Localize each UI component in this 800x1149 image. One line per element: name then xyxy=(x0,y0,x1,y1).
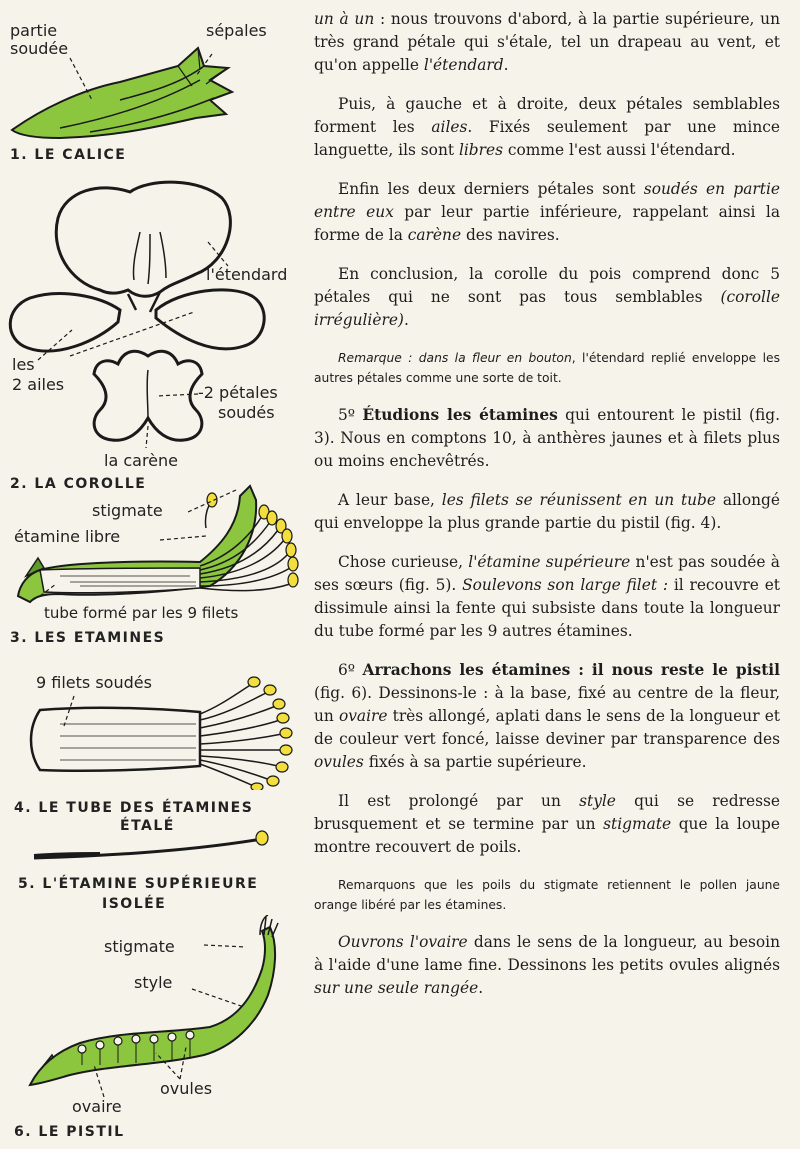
text-span: dans le sens de la longueur, au besoin à l'aide d'une lame fine. Dessinons les petits ovules alignés xyxy=(314,933,780,974)
label-2-ailes: 2 ailes xyxy=(12,375,65,394)
text-span: Remarquons que les poils du stigmate retiennent le pollen jaune orange libéré par les étamines. xyxy=(314,878,780,912)
text-span: En conclusion, la corolle du pois comprend donc 5 pétales qui ne sont pas tous semblables xyxy=(314,265,780,306)
paragraph-style xyxy=(314,790,780,859)
text-span: Enfin les deux derniers pétales sont xyxy=(338,180,644,198)
caption-fig1: 1. LE CALICE xyxy=(10,147,127,163)
caption-fig3: 3. LES ETAMINES xyxy=(10,630,166,646)
em-style: style xyxy=(579,792,616,810)
figures-column xyxy=(0,0,310,1149)
em-filets: les filets se réunissent en un tube xyxy=(441,491,717,509)
em-un-a-un: un à un xyxy=(314,10,375,28)
label-carene: la carène xyxy=(104,451,178,470)
label-style: style xyxy=(134,973,173,992)
label-les: les xyxy=(12,355,35,374)
em-carene: carène xyxy=(407,226,462,244)
paragraph-ailes xyxy=(314,93,780,162)
text-span: . xyxy=(503,56,509,74)
upper-stamen-illustration xyxy=(0,826,310,866)
caption-fig4-line1: 4. LE TUBE DES ÉTAMINES xyxy=(14,800,254,816)
text-span: , l'étendard replié enveloppe les autres pétales comme une sorte de toit. xyxy=(314,351,780,385)
text-span: (fig. 6). Dessinons-le : à la base, fixé au centre de la fleur, un xyxy=(314,684,780,725)
paragraph-etamines xyxy=(314,404,780,473)
text-span: . Fixés seulement par une mince languette, ils sont xyxy=(314,118,780,159)
label-stigmate-fig6: stigmate xyxy=(104,937,175,956)
text-span: n'est pas soudée à ses sœurs (fig. 5). xyxy=(314,553,780,594)
text-span: que la loupe montre recouvert de poils. xyxy=(314,815,780,856)
paragraph-etamine-superieure xyxy=(314,551,780,643)
text-span: . xyxy=(478,979,484,997)
text-span: Chose curieuse, xyxy=(338,553,469,571)
label-9-filets-soudes: 9 filets soudés xyxy=(36,673,152,692)
stamens-illustration xyxy=(0,476,310,616)
text-span: comme l'est aussi l'étendard. xyxy=(503,141,736,159)
text-span: fixés à sa partie supérieure. xyxy=(363,753,587,771)
paragraph-tube xyxy=(314,489,780,535)
em-ouvrons: Ouvrons l'ovaire xyxy=(338,933,468,951)
label-stigmate-fig3: stigmate xyxy=(92,501,163,520)
label-soudes: soudés xyxy=(218,403,275,422)
em-stigmate: stigmate xyxy=(603,815,672,833)
em-libres: libres xyxy=(458,141,503,159)
caption-fig5-line2: ISOLÉE xyxy=(102,896,167,912)
paragraph-ovaire xyxy=(314,931,780,1000)
label-sepales: sépales xyxy=(206,21,267,40)
em-seule-rangee: sur une seule rangée xyxy=(314,979,479,997)
em-etendard: l'étendard xyxy=(423,56,504,74)
text-span: A leur base, xyxy=(338,491,442,509)
text-span: des navires. xyxy=(461,226,560,244)
label-partie: partie xyxy=(10,21,58,40)
em-ovaire: ovaire xyxy=(338,707,388,725)
remark-pollen xyxy=(314,875,780,915)
label-ovules: ovules xyxy=(160,1079,213,1098)
label-2-petales: -2 pétales xyxy=(198,383,278,402)
text-span: qui entourent le pistil (fig. 3). Nous en comptons 10, à anthères jaunes et à filets plus ou moins enchevêtrés. xyxy=(314,406,781,470)
label-etendard: l'étendard xyxy=(206,265,288,284)
paragraph-pistil xyxy=(314,659,780,774)
text-span: . xyxy=(403,311,409,329)
label-ovaire: ovaire xyxy=(72,1097,122,1116)
paragraph-conclusion xyxy=(314,263,780,332)
paragraph-carene xyxy=(314,178,780,247)
remark-bouton xyxy=(314,348,780,388)
text-span: par leur partie inférieure, rappelant ainsi la forme de la xyxy=(314,203,781,244)
text-span: il recouvre et dissimule ainsi la fente qui subsiste dans toute la longueur du tube formé par les 9 autres étamines. xyxy=(314,576,780,640)
text-span: Puis, à gauche et à droite, deux pétales semblables forment les xyxy=(314,95,780,136)
em-remarque: Remarque : dans la fleur en bouton xyxy=(338,351,572,365)
heading-arrachons: Arrachons les étamines : il nous reste le pistil xyxy=(362,661,781,679)
caption-fig2: 2. LA COROLLE xyxy=(10,476,147,492)
text-span: : nous trouvons d'abord, à la partie supérieure, un très grand pétale qui s'étale, tel un drapeau au vent, et qu'on appelle xyxy=(314,10,780,74)
label-etamine-libre: étamine libre xyxy=(14,527,121,546)
text-column xyxy=(314,8,780,1016)
paragraph-etendard xyxy=(314,8,780,77)
label-tube-9-filets: tube formé par les 9 filets xyxy=(44,604,239,622)
text-span: Il est prolongé par un xyxy=(338,792,580,810)
em-etamine-superieure: l'étamine supérieure xyxy=(468,553,631,571)
em-soulevons: Soulevons son large filet : xyxy=(462,576,669,594)
caption-fig6: 6. LE PISTIL xyxy=(14,1124,125,1140)
heading-etudions: Étudions les étamines xyxy=(362,406,558,424)
text-span: 5º xyxy=(338,406,363,424)
em-ailes: ailes xyxy=(431,118,468,136)
caption-fig4-line2: ÉTALÉ xyxy=(120,818,175,834)
em-corolle-irreguliere: (corolle irrégulière) xyxy=(314,288,780,329)
caption-fig5-line1: 5. L'ÉTAMINE SUPÉRIEURE xyxy=(18,876,259,892)
text-span: très allongé, aplati dans le sens de la longueur et de couleur vert foncé, laisse deviner par transparence des xyxy=(314,707,780,748)
label-soudee: soudée xyxy=(10,39,69,58)
text-span: allongé qui enveloppe la plus grande partie du pistil (fig. 4). xyxy=(314,491,780,532)
text-span: 6º xyxy=(338,661,363,679)
text-span: qui se redresse brusquement et se termine par un xyxy=(314,792,780,833)
em-soudes: soudés en partie entre eux xyxy=(314,180,781,221)
em-ovules: ovules xyxy=(314,753,364,771)
